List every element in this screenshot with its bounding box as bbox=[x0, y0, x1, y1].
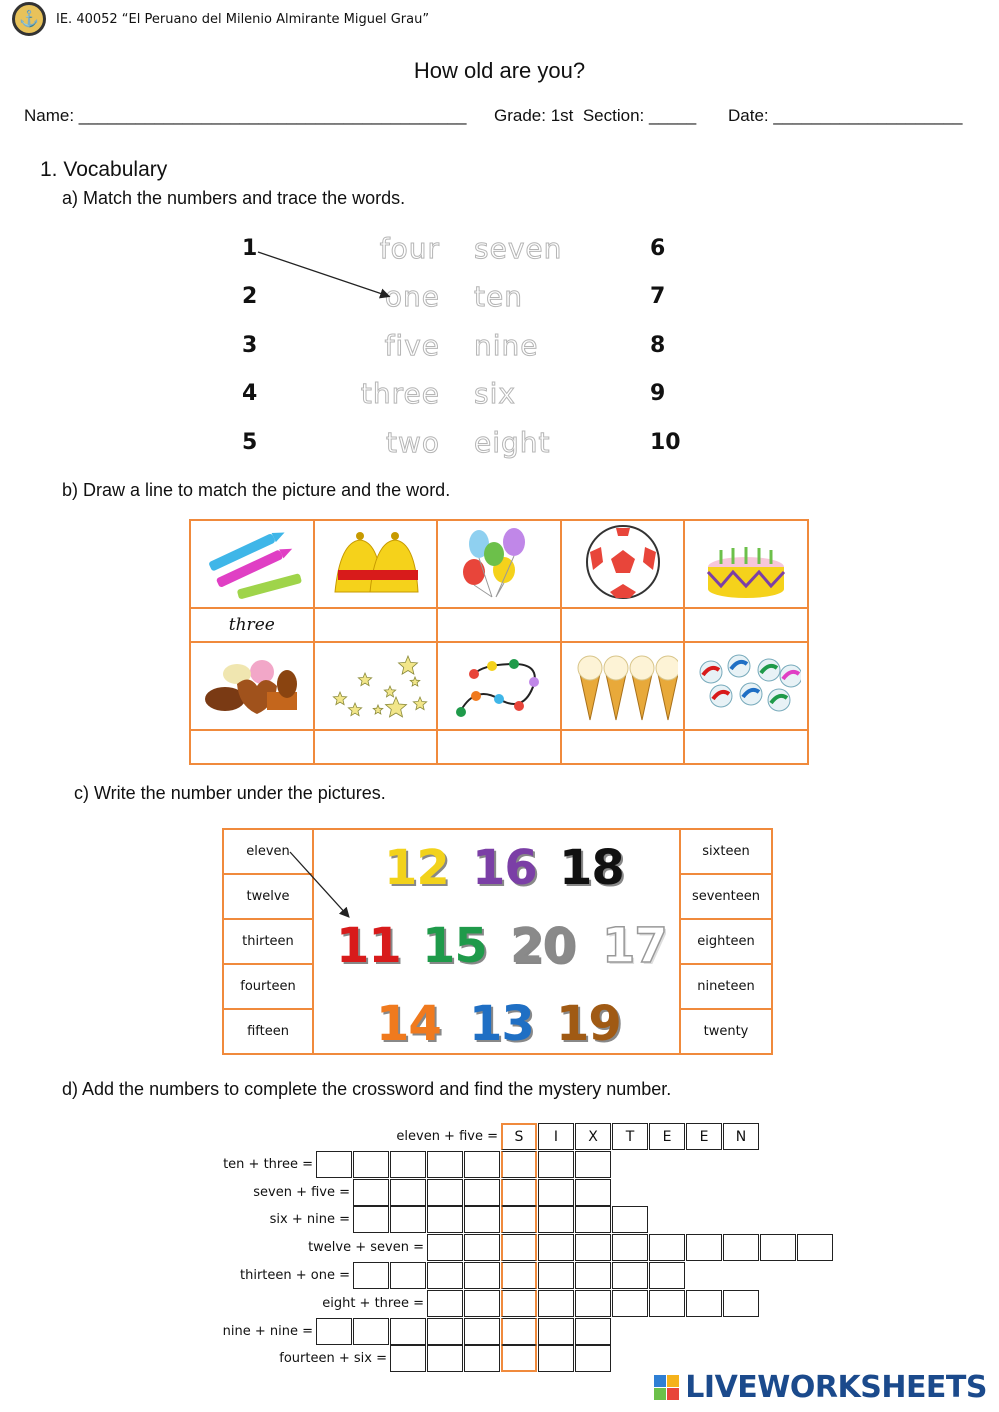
crossword-cell[interactable] bbox=[538, 1179, 574, 1206]
crossword-cell[interactable] bbox=[353, 1318, 389, 1345]
word-cell[interactable] bbox=[437, 730, 561, 764]
number-word-right[interactable]: twenty bbox=[680, 1009, 772, 1054]
crossword-cell[interactable]: S bbox=[501, 1123, 537, 1150]
crossword-cell[interactable] bbox=[316, 1318, 352, 1345]
crossword-cell[interactable] bbox=[538, 1151, 574, 1178]
right-number[interactable]: 10 bbox=[650, 430, 681, 455]
number-word-right[interactable]: seventeen bbox=[680, 874, 772, 919]
crossword-cell[interactable] bbox=[760, 1234, 796, 1261]
crossword-cell[interactable] bbox=[390, 1345, 426, 1372]
crossword-cell[interactable] bbox=[649, 1290, 685, 1317]
name-field[interactable]: Name: _________________________________________ bbox=[24, 106, 467, 125]
colored-number: 18 bbox=[559, 840, 624, 896]
number-word-right[interactable]: nineteen bbox=[680, 964, 772, 1009]
colored-number: 11 bbox=[336, 918, 401, 974]
ice-cream-cone-icon bbox=[632, 674, 652, 720]
crossword-cell[interactable] bbox=[427, 1345, 463, 1372]
crossword-cell[interactable] bbox=[390, 1206, 426, 1233]
crossword-cell[interactable] bbox=[501, 1234, 537, 1261]
crossword-cell[interactable] bbox=[538, 1206, 574, 1233]
crossword-cell[interactable] bbox=[797, 1234, 833, 1261]
crossword-cell[interactable] bbox=[427, 1206, 463, 1233]
crossword-cell[interactable] bbox=[612, 1234, 648, 1261]
crossword-cell[interactable] bbox=[464, 1262, 500, 1289]
crossword-cell[interactable] bbox=[501, 1179, 537, 1206]
crossword-cell[interactable] bbox=[575, 1234, 611, 1261]
word-cell[interactable] bbox=[190, 730, 314, 764]
lights-icon bbox=[437, 642, 561, 730]
star-icon bbox=[374, 705, 384, 714]
crossword-cell[interactable] bbox=[353, 1206, 389, 1233]
trace-word-right[interactable]: nine bbox=[474, 329, 539, 362]
crossword-cell[interactable]: N bbox=[723, 1123, 759, 1150]
number-word-left[interactable]: twelve bbox=[223, 874, 313, 919]
crossword-cell[interactable] bbox=[575, 1290, 611, 1317]
crossword-clue: nine + nine = bbox=[222, 1323, 313, 1339]
number-word-left[interactable]: fifteen bbox=[223, 1009, 313, 1054]
crossword-cell[interactable] bbox=[427, 1262, 463, 1289]
colored-number: 16 bbox=[472, 840, 537, 896]
word-cell[interactable]: three bbox=[190, 608, 314, 642]
right-number[interactable]: 6 bbox=[650, 236, 666, 261]
crossword-cell[interactable] bbox=[686, 1234, 722, 1261]
crossword-cell[interactable] bbox=[427, 1234, 463, 1261]
colored-number: 20 bbox=[510, 918, 575, 974]
instruction-a: a) Match the numbers and trace the words. bbox=[62, 188, 406, 208]
left-number[interactable]: 1 bbox=[242, 236, 258, 261]
colored-number: 17 bbox=[602, 918, 667, 974]
page-title: How old are you? bbox=[413, 58, 586, 83]
crossword-cell[interactable] bbox=[575, 1151, 611, 1178]
number-word-left[interactable]: fourteen bbox=[223, 964, 313, 1009]
star-icon bbox=[385, 686, 396, 697]
number-word-right[interactable]: eighteen bbox=[680, 919, 772, 964]
trace-word-right[interactable]: six bbox=[474, 377, 516, 410]
crossword-cell[interactable] bbox=[501, 1318, 537, 1345]
ice-cream-cone-icon bbox=[580, 674, 600, 720]
ice-cream-scoop-icon bbox=[630, 656, 654, 680]
crossword-cell[interactable] bbox=[390, 1318, 426, 1345]
ice-cream-scoop-icon bbox=[604, 656, 628, 680]
star-icon bbox=[399, 656, 418, 674]
trace-word-right[interactable]: seven bbox=[474, 232, 563, 265]
crossword-cell[interactable] bbox=[538, 1262, 574, 1289]
crossword-cell[interactable] bbox=[501, 1290, 537, 1317]
ice-cream-cone-icon bbox=[606, 674, 626, 720]
crossword-cell[interactable] bbox=[353, 1262, 389, 1289]
left-number[interactable]: 2 bbox=[242, 284, 258, 309]
crossword-clue: twelve + seven = bbox=[308, 1240, 424, 1256]
instruction-d: d) Add the numbers to complete the crossword and find the mystery number. bbox=[62, 1079, 672, 1099]
crossword-cell[interactable] bbox=[464, 1151, 500, 1178]
right-number[interactable]: 8 bbox=[650, 333, 666, 358]
colored-number: 15 bbox=[422, 918, 487, 974]
number-word-right[interactable]: sixteen bbox=[680, 829, 772, 874]
school-name: IE. 40052 “El Peruano del Milenio Almirante Miguel Grau” bbox=[56, 11, 430, 27]
soccer-ball-icon bbox=[561, 520, 685, 608]
crossword-cell[interactable]: E bbox=[686, 1123, 722, 1150]
crossword-cell[interactable] bbox=[538, 1345, 574, 1372]
word-cell[interactable] bbox=[561, 730, 685, 764]
school-seal-icon: ⚓ bbox=[12, 2, 46, 36]
trace-word-left[interactable]: four bbox=[379, 232, 440, 265]
crossword-cell[interactable] bbox=[390, 1151, 426, 1178]
crossword-cell[interactable] bbox=[538, 1234, 574, 1261]
ice-cream-scoop-icon bbox=[656, 656, 678, 680]
right-number[interactable]: 7 bbox=[650, 284, 666, 309]
left-number[interactable]: 4 bbox=[242, 381, 258, 406]
ice-creams-icon bbox=[561, 642, 685, 730]
crossword-clue: thirteen + one = bbox=[240, 1268, 350, 1283]
crossword-cell[interactable] bbox=[427, 1151, 463, 1178]
crossword-cell[interactable] bbox=[501, 1206, 537, 1233]
crossword-cell[interactable] bbox=[464, 1179, 500, 1206]
crossword-cell[interactable] bbox=[501, 1345, 537, 1372]
date-field[interactable]: Date: ____________________ bbox=[728, 106, 963, 125]
colored-number: 14 bbox=[376, 996, 441, 1052]
star-icon bbox=[359, 673, 372, 686]
birthday-cake-icon bbox=[684, 520, 808, 608]
right-number[interactable]: 9 bbox=[650, 381, 666, 406]
trace-word-right[interactable]: ten bbox=[474, 280, 523, 313]
example-arrow-c bbox=[0, 820, 999, 930]
bells-icon bbox=[314, 520, 438, 608]
colored-number: 12 bbox=[384, 840, 449, 896]
trace-word-left[interactable]: two bbox=[385, 426, 440, 459]
ice-cream-scoop-icon bbox=[578, 656, 602, 680]
star-icon bbox=[349, 703, 362, 716]
crossword-cell[interactable]: T bbox=[612, 1123, 648, 1150]
crossword-cell[interactable] bbox=[575, 1206, 611, 1233]
marbles-icon bbox=[684, 642, 808, 730]
liveworksheets-logo bbox=[654, 1370, 987, 1405]
trace-word-right[interactable]: eight bbox=[474, 426, 551, 459]
left-number[interactable]: 5 bbox=[242, 430, 258, 455]
balloons-icon bbox=[437, 520, 561, 608]
crossword-cell[interactable] bbox=[501, 1262, 537, 1289]
crossword-cell[interactable] bbox=[464, 1206, 500, 1233]
crossword-cell[interactable] bbox=[427, 1290, 463, 1317]
crayons-icon bbox=[190, 520, 314, 608]
instruction-b: b) Draw a line to match the picture and the word. bbox=[62, 480, 451, 500]
word-cell[interactable] bbox=[684, 730, 808, 764]
left-number[interactable]: 3 bbox=[242, 333, 258, 358]
crossword-clue: eight + three = bbox=[322, 1295, 424, 1311]
crossword-cell[interactable] bbox=[649, 1234, 685, 1261]
instruction-c: c) Write the number under the pictures. bbox=[74, 783, 386, 803]
crossword-cell[interactable]: X bbox=[575, 1123, 611, 1150]
crossword-clue: eleven + five = bbox=[396, 1129, 498, 1144]
crossword-cell[interactable] bbox=[723, 1234, 759, 1261]
star-icon bbox=[411, 677, 421, 686]
trace-word-left[interactable]: five bbox=[384, 329, 440, 362]
crossword-cell[interactable] bbox=[390, 1179, 426, 1206]
word-cell[interactable] bbox=[314, 730, 438, 764]
brand-name: LIVEWORKSHEETS bbox=[685, 1370, 987, 1405]
star-icon bbox=[414, 697, 427, 710]
crossword-cell[interactable] bbox=[464, 1345, 500, 1372]
crossword-cell[interactable] bbox=[427, 1318, 463, 1345]
chocolates-icon bbox=[190, 642, 314, 730]
word-cell[interactable] bbox=[684, 608, 808, 642]
star-icon bbox=[334, 692, 347, 705]
number-word-left[interactable]: eleven bbox=[223, 829, 313, 874]
crossword-clue: seven + five = bbox=[253, 1184, 350, 1200]
star-icon bbox=[386, 697, 407, 717]
crossword-cell[interactable] bbox=[501, 1151, 537, 1178]
crossword-cell[interactable] bbox=[427, 1179, 463, 1206]
crossword-cell[interactable] bbox=[316, 1151, 352, 1178]
crossword-clue: ten + three = bbox=[223, 1156, 313, 1172]
crossword-cell[interactable] bbox=[353, 1151, 389, 1178]
colored-number: 19 bbox=[556, 996, 621, 1052]
grade-section-field[interactable]: Grade: 1st Section: _____ bbox=[494, 106, 697, 125]
crossword-cell[interactable] bbox=[464, 1234, 500, 1261]
crossword-cell[interactable] bbox=[575, 1179, 611, 1206]
trace-word-left[interactable]: three bbox=[360, 377, 440, 410]
crossword-cell[interactable] bbox=[575, 1345, 611, 1372]
trace-word-left[interactable]: one bbox=[384, 280, 440, 313]
crossword-cell[interactable]: I bbox=[538, 1123, 574, 1150]
crossword-clue: six + nine = bbox=[269, 1212, 350, 1228]
crossword-cell[interactable] bbox=[575, 1262, 611, 1289]
crossword-clue: fourteen + six = bbox=[279, 1351, 387, 1367]
crossword-cell[interactable]: E bbox=[649, 1123, 685, 1150]
crossword-cell[interactable] bbox=[464, 1318, 500, 1345]
ice-cream-cone-icon bbox=[658, 674, 678, 720]
crossword-cell[interactable] bbox=[538, 1290, 574, 1317]
liveworksheets-icon bbox=[654, 1375, 679, 1400]
crossword-cell[interactable] bbox=[390, 1262, 426, 1289]
word-cell[interactable] bbox=[561, 608, 685, 642]
stars-icon bbox=[314, 642, 438, 730]
word-cell[interactable] bbox=[437, 608, 561, 642]
crossword-cell[interactable] bbox=[612, 1290, 648, 1317]
crossword-cell[interactable] bbox=[686, 1290, 722, 1317]
crossword-cell[interactable] bbox=[464, 1290, 500, 1317]
example-arrow bbox=[0, 0, 999, 520]
word-cell[interactable] bbox=[314, 608, 438, 642]
number-word-left[interactable]: thirteen bbox=[223, 919, 313, 964]
picture-word-table bbox=[189, 519, 809, 765]
crossword-cell[interactable] bbox=[575, 1318, 611, 1345]
colored-number: 13 bbox=[469, 996, 534, 1052]
crossword-cell[interactable] bbox=[353, 1179, 389, 1206]
crossword-cell[interactable] bbox=[538, 1318, 574, 1345]
crossword-cell[interactable] bbox=[612, 1262, 648, 1289]
crossword-cell[interactable] bbox=[612, 1206, 648, 1233]
section-heading: 1. Vocabulary bbox=[40, 158, 168, 181]
crossword-cell[interactable] bbox=[723, 1290, 759, 1317]
crossword-cell[interactable] bbox=[649, 1262, 685, 1289]
